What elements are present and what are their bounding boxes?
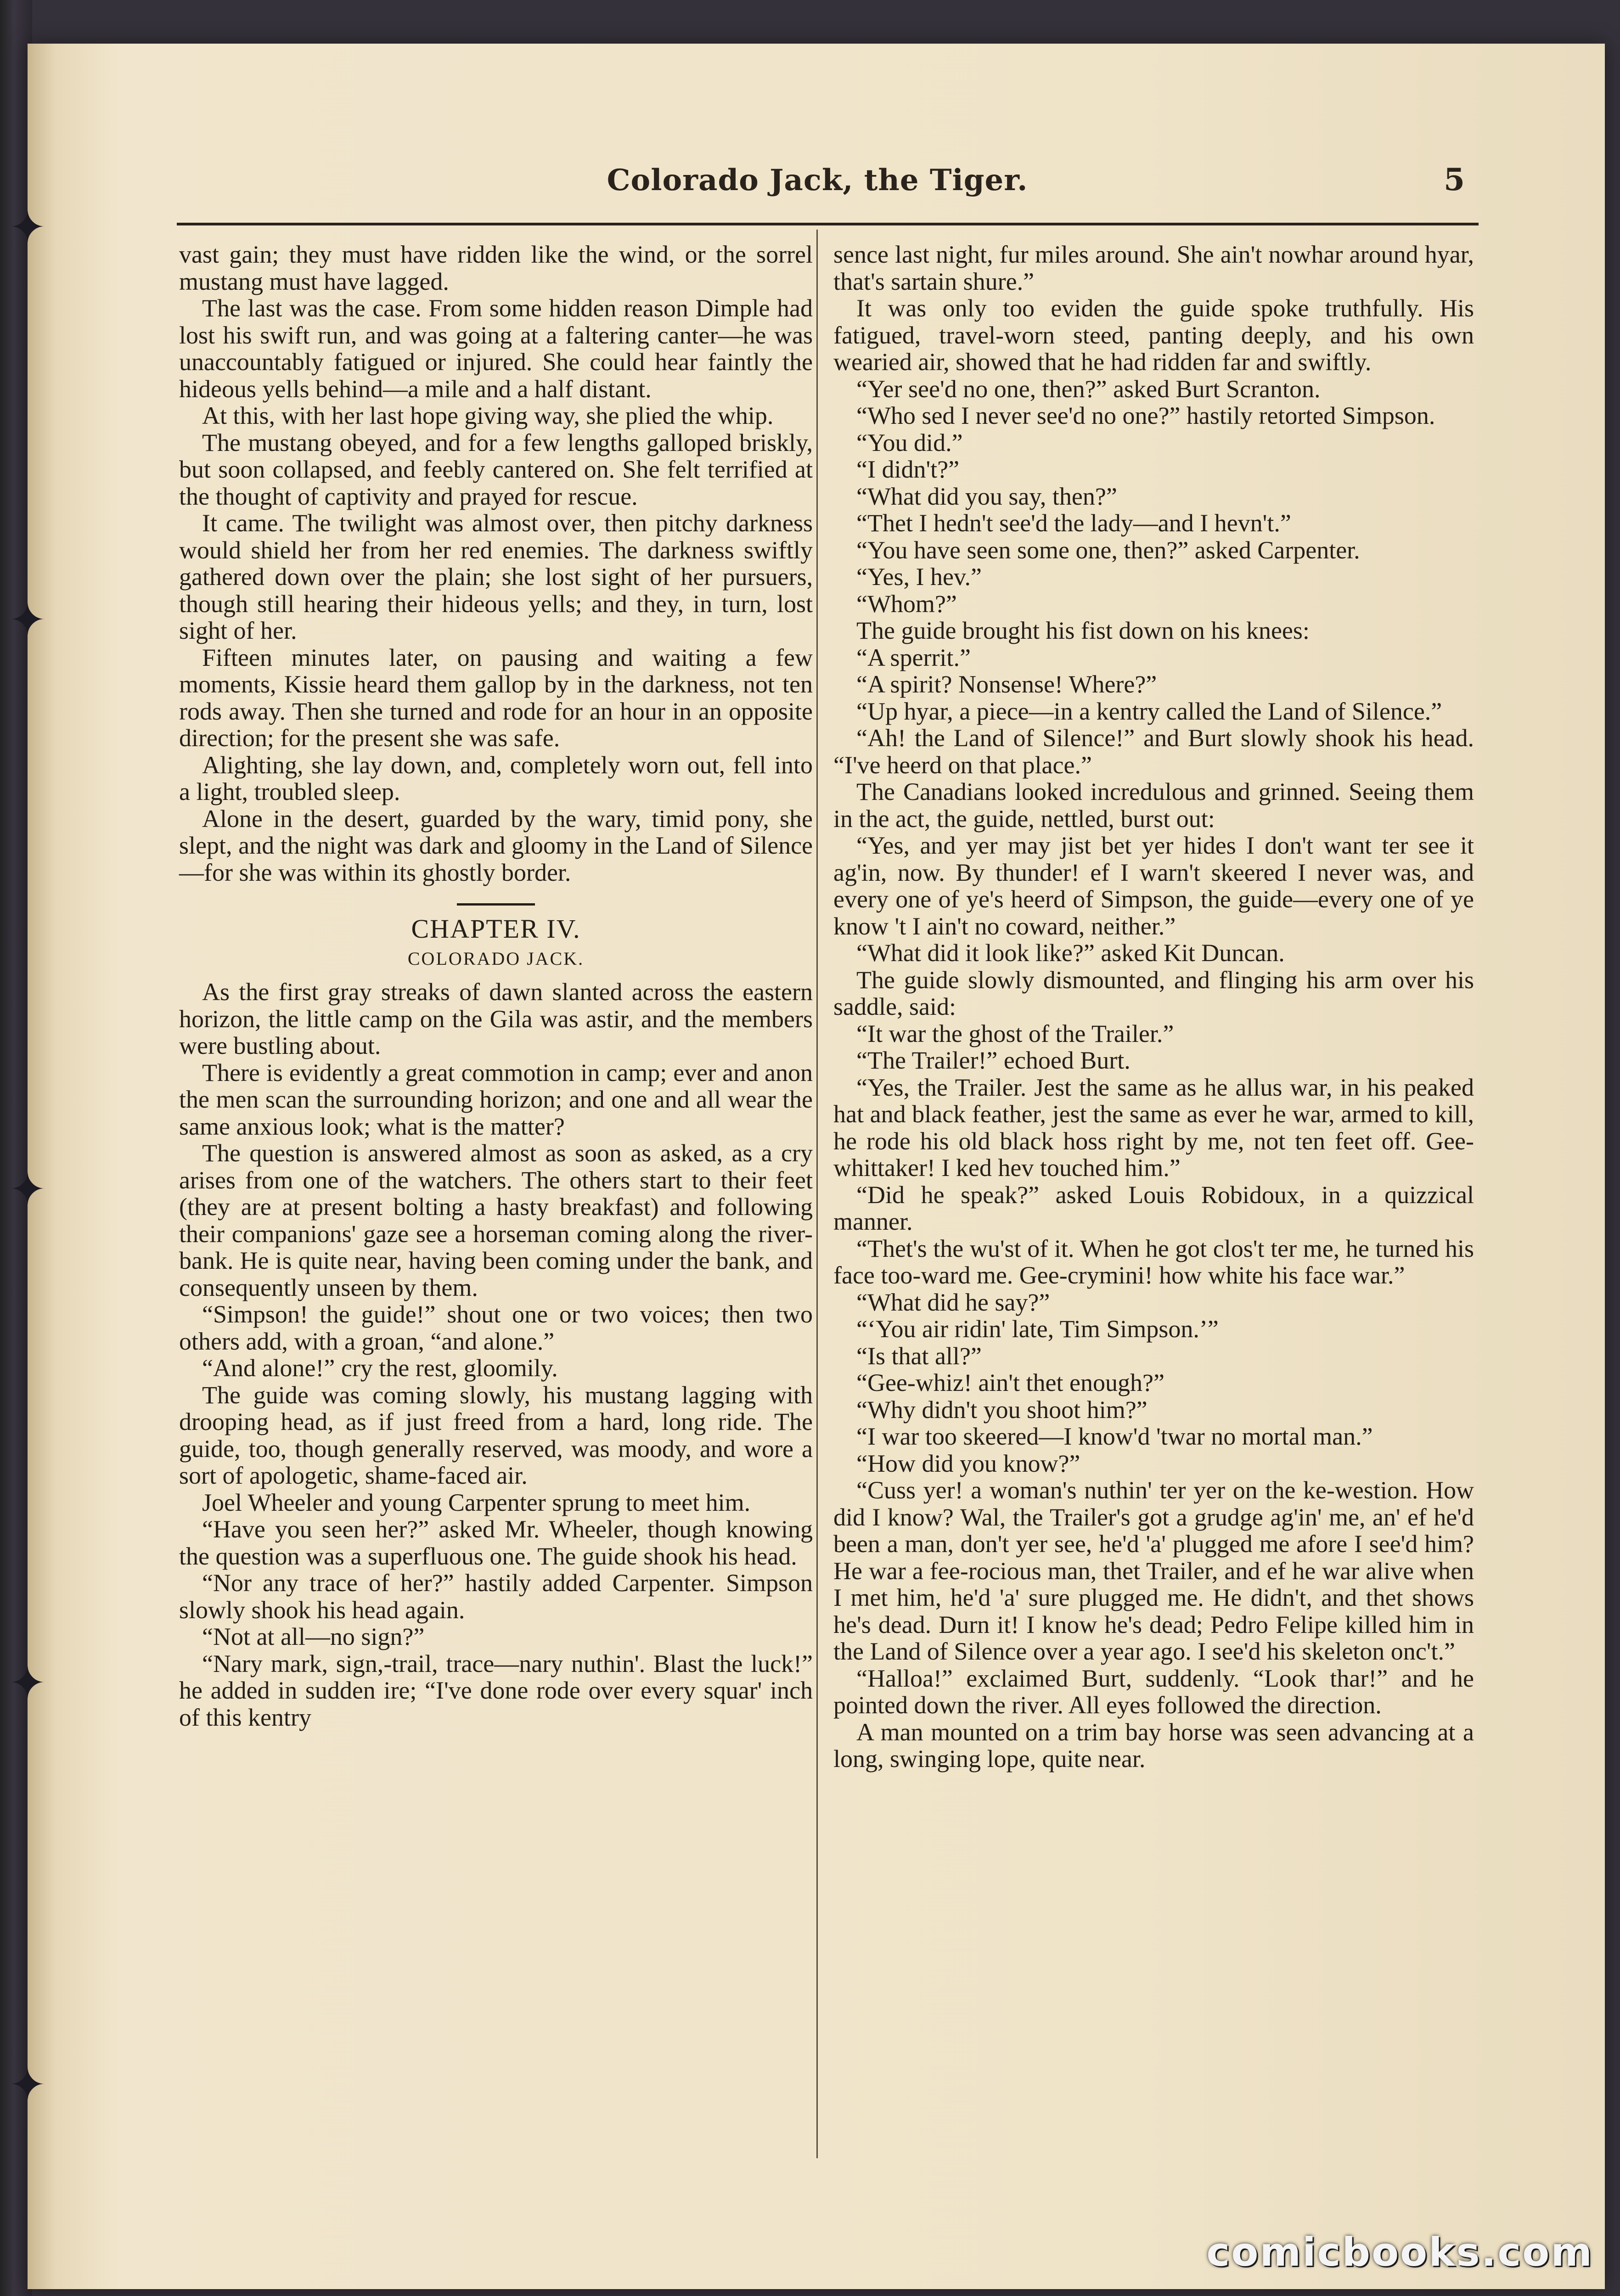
paragraph: As the first gray streaks of dawn slanted across the eastern horizon, the little camp on the Gila was astir, and the members were bustling about. — [179, 978, 813, 1059]
paragraph: “Yes, the Trailer. Jest the same as he allus war, in his peaked hat and black feather, jest the same as ever he war, armed to kill, he rode his old black hoss right by me, not ten feet off. Gee-whittaker! I ked hev touched him.” — [833, 1073, 1474, 1182]
paragraph: “Who sed I never see'd no one?” hastily retorted Simpson. — [856, 402, 1435, 429]
paragraph: “Whom?” — [856, 590, 957, 618]
paragraph: A man mounted on a trim bay horse was seen advancing at a long, swinging lope, quite near. — [833, 1718, 1474, 1773]
paragraph: “Nor any trace of her?” hastily added Carpenter. Simpson slowly shook his head again. — [179, 1569, 813, 1624]
paragraph: “What did he say?” — [856, 1288, 1050, 1316]
paragraph: There is evidently a great commotion in camp; ever and anon the men scan the surrounding horizon; and one and all wear the same anxious look; what is the matter? — [179, 1058, 813, 1140]
paragraph: “Simpson! the guide!” shout one or two voices; then two others add, with a groan, “and alone.” — [179, 1300, 813, 1355]
paragraph: “A spirit? Nonsense! Where?” — [856, 670, 1157, 698]
paragraph: “Is that all?” — [856, 1342, 982, 1370]
paragraph: “Gee-whiz! ain't thet enough?” — [856, 1369, 1164, 1396]
paragraph: “What did it look like?” asked Kit Duncan. — [856, 939, 1285, 967]
paragraph: It came. The twilight was almost over, then pitchy darkness would shield her from her red enemies. The darkness swiftly gathered down over the plain; she lost sight of her pursuers, though still hearing their hideous yells; and they, in turn, lost sight of her. — [179, 509, 813, 644]
paragraph: sence last night, fur miles around. She ain't nowhar around hyar, that's sartain shure.” — [833, 241, 1474, 295]
paragraph: “I didn't?” — [856, 456, 960, 483]
paragraph: “Thet I hedn't see'd the lady—and I hevn't.” — [856, 509, 1291, 537]
chapter-title: CHAPTER IV. — [411, 914, 581, 944]
binding-stitch-icon: ✦ — [9, 1164, 46, 1215]
paragraph: Fifteen minutes later, on pausing and waiting a few moments, Kissie heard them gallop by in the darkness, not ten rods away. Then she turned and rode for an hour in an opposite direction; for the present she was safe. — [179, 643, 813, 752]
site-watermark: comicbooks.com — [1206, 2229, 1593, 2275]
paragraph: The question is answered almost as soon as asked, as a cry arises from one of the watchers. The others start to their feet (they are at present bolting a hasty breakfast) and following their companions' gaze see a horseman coming along the river-bank. He is quite near, having been coming under the bank, and consequently unseen by them. — [179, 1139, 813, 1301]
paragraph: The Canadians looked incredulous and grinned. Seeing them in the act, the guide, nettled, burst out: — [833, 778, 1474, 833]
paragraph: “What did you say, then?” — [856, 482, 1117, 510]
paragraph: “Not at all—no sign?” — [202, 1623, 425, 1650]
left-column — [179, 241, 813, 1731]
paragraph: “Ah! the Land of Silence!” and Burt slowly shook his head. “I've heerd on that place.” — [833, 724, 1474, 779]
paragraph: “It war the ghost of the Trailer.” — [856, 1019, 1174, 1047]
running-header-title: Colorado Jack, the Tiger. — [607, 163, 1028, 197]
paragraph: “You did.” — [856, 428, 963, 456]
paragraph: The guide brought his fist down on his knees: — [856, 617, 1310, 644]
paragraph: The mustang obeyed, and for a few lengths galloped briskly, but soon collapsed, and feebly cantered on. She felt terrified at the thought of captivity and prayed for rescue. — [179, 428, 813, 510]
binding-stitch-icon: ✦ — [9, 594, 46, 646]
paragraph: Alighting, she lay down, and, completely worn out, fell into a light, troubled sleep. — [179, 751, 813, 805]
paragraph: The guide slowly dismounted, and flinging his arm over his saddle, said: — [833, 966, 1474, 1020]
paragraph: “Why didn't you shoot him?” — [856, 1396, 1148, 1424]
paragraph: “How did you know?” — [856, 1449, 1080, 1477]
page-number: 5 — [1444, 162, 1465, 197]
right-column — [833, 241, 1474, 1773]
paragraph: “Yes, I hev.” — [856, 563, 982, 591]
paragraph: “Up hyar, a piece—in a kentry called the Land of Silence.” — [856, 697, 1442, 725]
paragraph: Alone in the desert, guarded by the wary, timid pony, she slept, and the night was dark and gloomy in the Land of Silence—for she was within its ghostly border. — [179, 805, 813, 886]
paragraph: “Did he speak?” asked Louis Robidoux, in a quizzical manner. — [833, 1181, 1474, 1235]
paragraph: “Have you seen her?” asked Mr. Wheeler, though knowing the question was a superfluous one. The guide shook his head. — [179, 1515, 813, 1570]
paragraph: The last was the case. From some hidden reason Dimple had lost his swift run, and was going at a faltering canter—he was unaccountably fatigued or injured. She could hear faintly the hideous yells behind—a mile and a half distant. — [179, 294, 813, 403]
paragraph: “A sperrit.” — [856, 643, 971, 671]
paragraph: “Yes, and yer may jist bet yer hides I don't want ter see it ag'in, now. By thunder! ef I warn't skeered I never was, and every one of ye's heerd of Simpson, the guide—every one of ye know 't I ain't no coward, neither.” — [833, 832, 1474, 940]
binding-stitch-icon: ✦ — [9, 1657, 46, 1709]
paragraph: “Thet's the wu'st of it. When he got clos't ter me, he turned his face too-ward me. Gee-crymini! how white his face war.” — [833, 1234, 1474, 1289]
paragraph: The guide was coming slowly, his mustang lagging with drooping head, as if just freed from a hard, long ride. The guide, too, though generally reserved, was moody, and wore a sort of apologetic, shame-faced air. — [179, 1381, 813, 1489]
paragraph: It was only too eviden the guide spoke truthfully. His fatigued, travel-worn steed, panting deeply, and his own wearied air, showed that he had ridden far and swiftly. — [833, 294, 1474, 376]
chapter-rule — [457, 903, 535, 906]
paragraph: “You have seen some one, then?” asked Carpenter. — [856, 536, 1360, 564]
paragraph: vast gain; they must have ridden like the wind, or the sorrel mustang must have lagged. — [179, 241, 813, 295]
paragraph: “The Trailer!” echoed Burt. — [856, 1047, 1131, 1074]
paragraph: “Cuss yer! a woman's nuthin' ter yer on the ke-westion. How did I know? Wal, the Trailer's got a grudge ag'in' me, an' ef he'd been a man, don't yer see, he'd 'a' plugged me afore I see'd him? He war a fee-rocious man, thet Trailer, and ef he war alive when I met him, he'd 'a' sure plugged me. He didn't, and thet shows he's dead. Durn it! I know he's dead; Pedro Felipe killed him in the Land of Silence over a year ago. I see'd his skeleton onc't.” — [833, 1476, 1474, 1665]
chapter-subtitle: COLORADO JACK. — [407, 948, 585, 969]
paragraph: “Nary mark, sign,-trail, trace—nary nuthin'. Blast the luck!” he added in sudden ire; “I've done rode over every squar' inch of this kentry — [179, 1649, 813, 1731]
paragraph: “And alone!” cry the rest, gloomily. — [202, 1354, 558, 1382]
paragraph: “Halloa!” exclaimed Burt, suddenly. “Look thar!” and he pointed down the river. All eyes followed the direction. — [833, 1664, 1474, 1719]
paragraph: At this, with her last hope giving way, she plied the whip. — [202, 402, 774, 429]
paragraph: “I war too skeered—I know'd 'twar no mortal man.” — [856, 1423, 1373, 1450]
binding-stitch-icon: ✦ — [9, 202, 46, 253]
binding-stitch-icon: ✦ — [9, 2059, 46, 2110]
header-rule — [177, 223, 1479, 225]
paragraph: “Yer see'd no one, then?” asked Burt Scranton. — [856, 375, 1321, 403]
paragraph: “‘You air ridin' late, Tim Simpson.’” — [856, 1315, 1219, 1343]
paragraph: Joel Wheeler and young Carpenter sprung to meet him. — [202, 1488, 751, 1516]
column-divider — [816, 230, 818, 2158]
